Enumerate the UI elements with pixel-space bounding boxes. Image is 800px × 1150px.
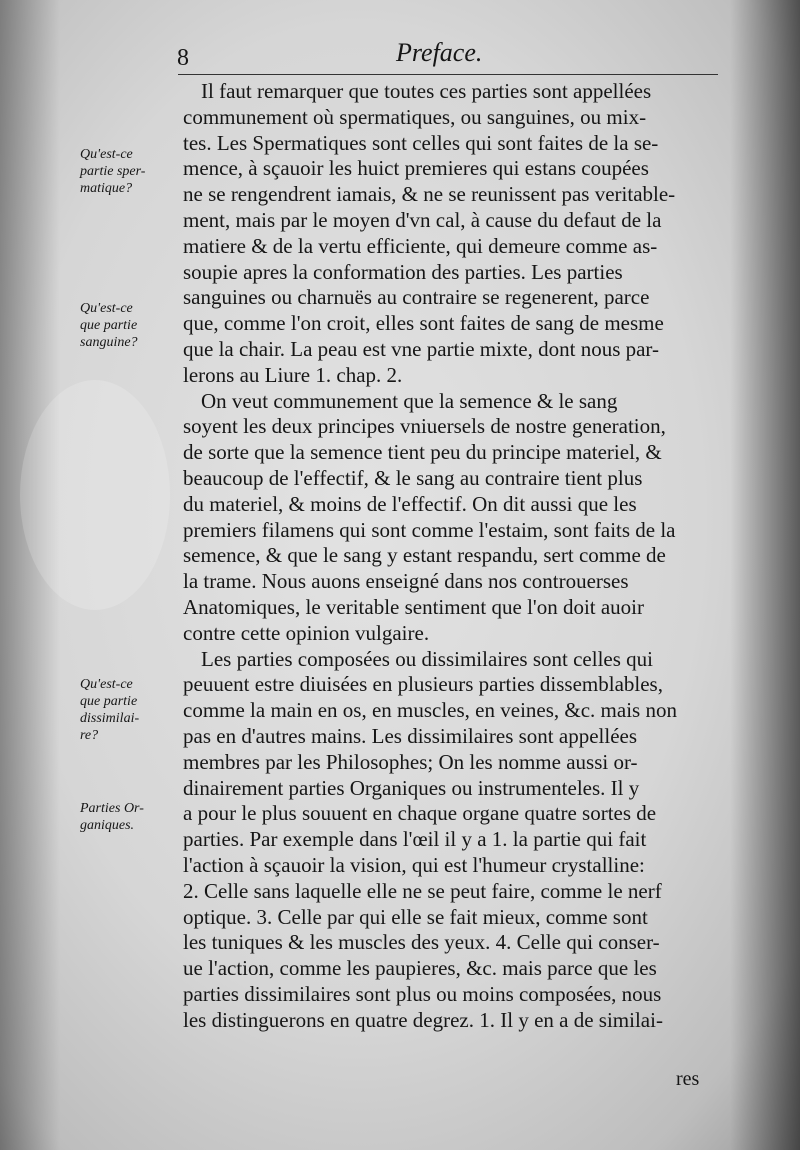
text-line: soyent les deux principes vniuersels de nostre generation, (183, 414, 666, 439)
body-text (183, 79, 723, 1033)
text-line: sanguines ou charnuës au contraire se regenerent, parce (183, 285, 650, 310)
text-line: a pour le plus souuent en chaque organe quatre sortes de (183, 801, 657, 826)
margin-note-line: re? (80, 728, 99, 743)
running-title: Preface. (396, 38, 483, 67)
margin-note-line: Parties Or- (80, 801, 144, 816)
text-line: que, comme l'on croit, elles sont faites de sang de mesme (183, 311, 664, 336)
margin-note-spermatique (80, 146, 145, 197)
text-line: la trame. Nous auons enseigné dans nos controuerses (183, 569, 629, 594)
text-line: parties. Par exemple dans l'œil il y a 1. la partie qui fait (183, 827, 647, 852)
text-line: l'action à sçauoir la vision, qui est l'humeur crystalline: (183, 852, 645, 877)
text-line: pas en d'autres mains. Les dissimilaires sont appellées (183, 723, 638, 748)
page-shadow-right (730, 0, 800, 1150)
margin-note-line: Qu'est-ce (80, 301, 133, 316)
text-line: lerons au Liure 1. chap. 2. (183, 362, 403, 387)
paper-stain (20, 380, 170, 610)
text-line: comme la main en os, en muscles, en veines, &c. mais non (183, 698, 677, 723)
text-line: les tuniques & les muscles des yeux. 4. Celle qui conser- (183, 930, 660, 955)
margin-note-line: Qu'est-ce (80, 677, 133, 692)
text-line: peuuent estre diuisées en plusieurs parties dissemblables, (183, 672, 663, 697)
text-line: contre cette opinion vulgaire. (183, 620, 430, 645)
text-line: ue l'action, comme les paupieres, &c. mais parce que les (183, 956, 657, 981)
margin-note-line: sanguine? (80, 335, 138, 350)
text-line: les distinguerons en quatre degrez. 1. Il y en a de similai- (183, 1007, 663, 1032)
margin-note-sanguine (80, 300, 138, 351)
margin-note-line: matique? (80, 181, 133, 196)
text-line: premiers filamens qui sont comme l'estaim, sont faits de la (183, 517, 676, 542)
text-line: tes. Les Spermatiques sont celles qui sont faites de la se- (183, 130, 659, 155)
text-line: 2. Celle sans laquelle elle ne se peut faire, comme le nerf (183, 878, 662, 903)
text-line: communement où spermatiques, ou sanguines, ou mix- (183, 104, 647, 129)
margin-note-line: Qu'est-ce (80, 147, 133, 162)
text-line: que la chair. La peau est vne partie mixte, dont nous par- (183, 336, 659, 361)
margin-note-line: partie sper- (80, 164, 146, 179)
margin-note-line: ganiques. (80, 818, 135, 833)
margin-note-line: que partie (80, 318, 138, 333)
text-line: dinairement parties Organiques ou instrumenteles. Il y (183, 775, 640, 800)
text-line: semence, & que le sang y estant respandu, sert comme de (183, 543, 666, 568)
text-line: matiere & de la vertu efficiente, qui demeure comme as- (183, 233, 658, 258)
text-line: de sorte que la semence tient peu du principe materiel, & (183, 440, 662, 465)
text-line: optique. 3. Celle par qui elle se fait mieux, comme sont (183, 904, 648, 929)
text-line: Anatomiques, le veritable sentiment que l'on doit auoir (183, 594, 645, 619)
text-line: soupie apres la conformation des parties. Les parties (183, 259, 623, 284)
text-line: mence, à sçauoir les huict premieres qui estans coupées (183, 156, 649, 181)
page-number: 8 (177, 45, 189, 71)
text-line: Il faut remarquer que toutes ces parties sont appellées (201, 79, 652, 103)
margin-note-line: dissimilai- (80, 711, 140, 726)
text-line: ment, mais par le moyen d'vn cal, à cause du defaut de la (183, 207, 662, 232)
text-line: membres par les Philosophes; On les nomme aussi or- (183, 749, 638, 774)
text-line: On veut communement que la semence & le sang (201, 388, 618, 413)
catchword: res (676, 1068, 700, 1090)
margin-note-dissimilaire (80, 676, 139, 744)
text-line: beaucoup de l'effectif, & le sang au contraire tient plus (183, 465, 643, 490)
text-line: du materiel, & moins de l'effectif. On dit aussi que les (183, 491, 637, 516)
text-line: parties dissimilaires sont plus ou moins composées, nous (183, 981, 662, 1006)
margin-note-line: que partie (80, 694, 138, 709)
text-line: ne se rengendrent iamais, & ne se reunissent pas veritable- (183, 182, 676, 207)
text-line: Les parties composées ou dissimilaires sont celles qui (201, 646, 653, 671)
margin-note-organiques (80, 800, 144, 834)
header-rule (178, 74, 718, 75)
